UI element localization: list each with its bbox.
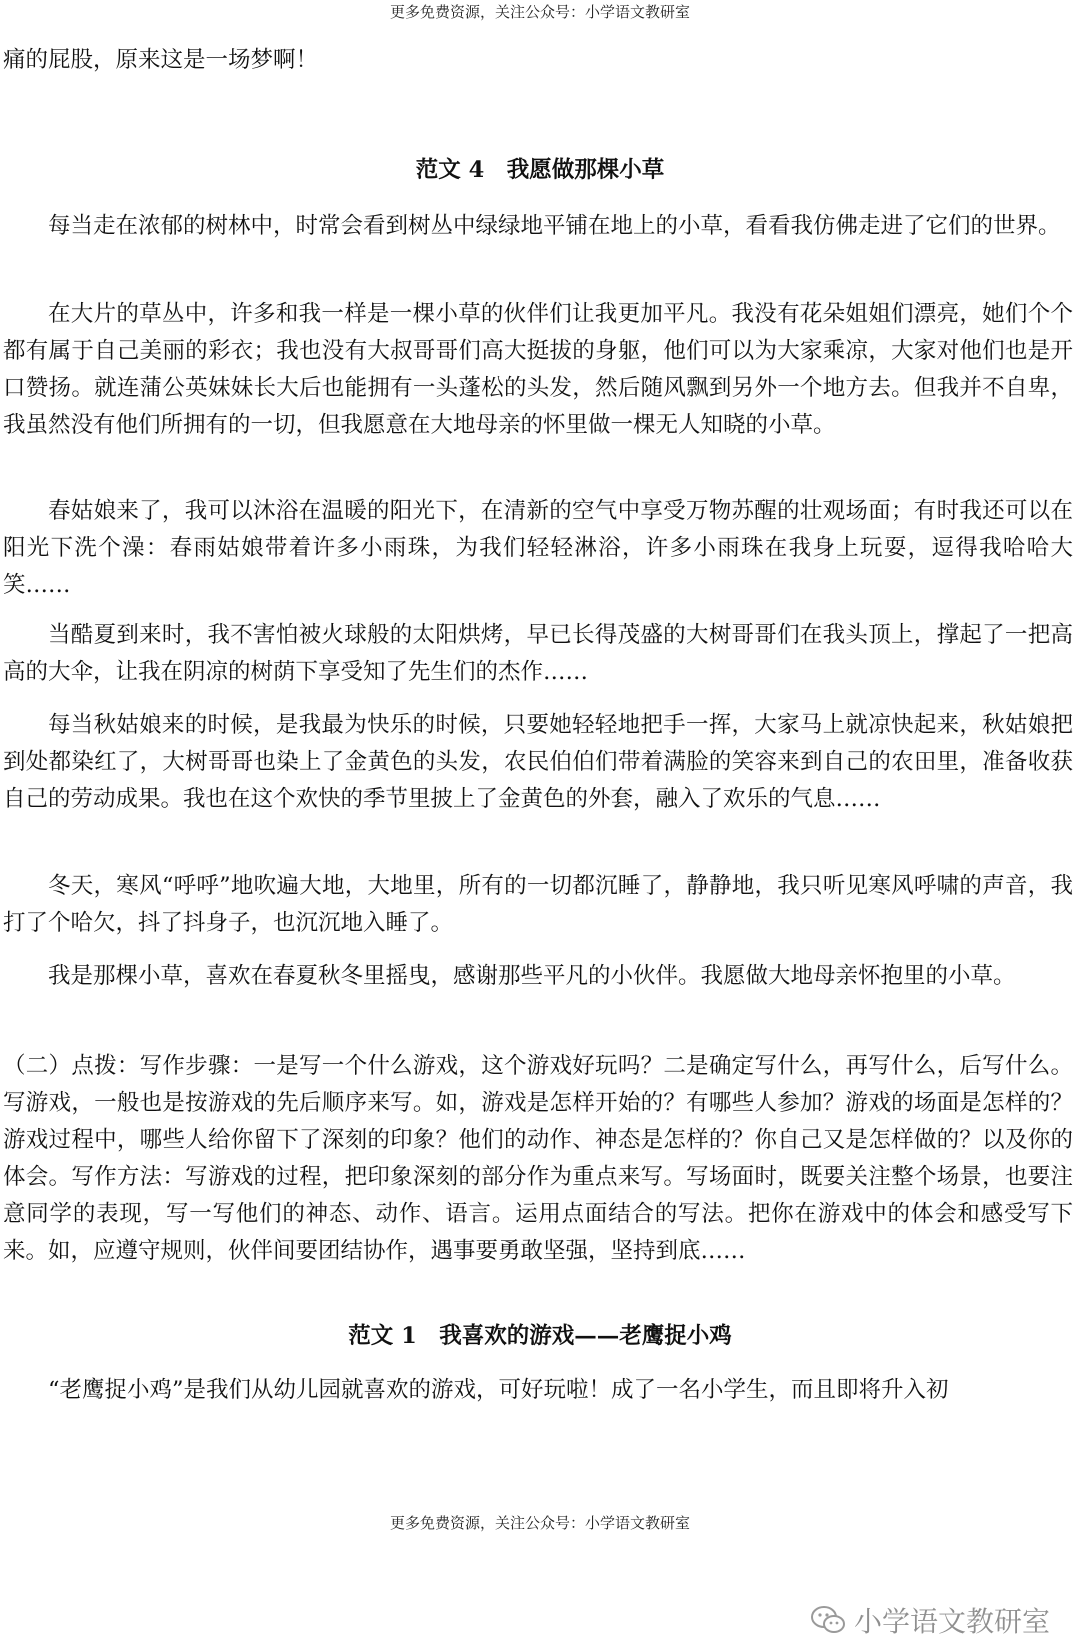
top-fragment: 痛的屁股，原来这是一场梦啊！ <box>3 47 319 73</box>
essay4-paragraph-3: 春姑娘来了，我可以沐浴在温暖的阳光下，在清新的空气中享受万物苏醒的壮观场面；有时我还可以在阳光下洗个澡：春雨姑娘带着许多小雨珠，为我们轻轻淋浴，许多小雨珠在我身上玩耍，逗得我哈哈大笑…… <box>3 498 1073 598</box>
page-footer: 更多免费资源，关注公众号：小学语文教研室 <box>389 1514 690 1532</box>
guidance-paragraph: （二）点拨：写作步骤：一是写一个什么游戏，这个游戏好玩吗？二是确定写什么，再写什么，后写什么。写游戏，一般也是按游戏的先后顺序来写。如，游戏是怎样开始的？有哪些人参加？游戏的场面是怎样的？游戏过程中，哪些人给你留下了深刻的印象？他们的动作、神态是怎样的？你自己又是怎样做的？以及你的体会。写作方法：写游戏的过程，把印象深刻的部分作为重点来写。写场面时，既要关注整个场景，也要注意同学的表现，写一写他们的神态、动作、语言。运用点面结合的写法。把你在游戏中的体会和感受写下来。如，应遵守规则，伙伴间要团结协作，遇事要勇敢坚强，坚持到底…… <box>3 1053 1073 1264</box>
essay1-title: 范文 1 我喜欢的游戏——老鹰捉小鸡 <box>348 1323 732 1349</box>
essay4-paragraph-1: 每当走在浓郁的树林中，时常会看到树丛中绿绿地平铺在地上的小草，看看我仿佛走进了它们的世界。 <box>48 213 1061 239</box>
wechat-icon <box>810 1605 846 1635</box>
essay4-paragraph-6: 冬天，寒风“呼呼”地吹遍大地，大地里，所有的一切都沉睡了，静静地，我只听见寒风呼啸的声音，我打了个哈欠，抖了抖身子，也沉沉地入睡了。 <box>3 873 1073 936</box>
essay4-paragraph-2: 在大片的草丛中，许多和我一样是一棵小草的伙伴们让我更加平凡。我没有花朵姐姐们漂亮，她们个个都有属于自己美丽的彩衣；我也没有大叔哥哥们高大挺拔的身躯，他们可以为大家乘凉，大家对他们也是开口赞扬。就连蒲公英妹妹长大后也能拥有一头蓬松的头发，然后随风飘到另外一个地方去。但我并不自卑，我虽然没有他们所拥有的一切，但我愿意在大地母亲的怀里做一棵无人知晓的小草。 <box>3 301 1073 438</box>
essay4-title: 范文 4 我愿做那棵小草 <box>415 157 665 183</box>
essay4-paragraph-7: 我是那棵小草，喜欢在春夏秋冬里摇曳，感谢那些平凡的小伙伴。我愿做大地母亲怀抱里的小草。 <box>48 963 1016 989</box>
watermark-text: 小学语文教研室 <box>853 1605 1050 1638</box>
essay4-paragraph-4: 当酷夏到来时，我不害怕被火球般的太阳烘烤，早已长得茂盛的大树哥哥们在我头顶上，撑起了一把高高的大伞，让我在阴凉的树荫下享受知了先生们的杰作…… <box>3 622 1073 685</box>
page-header: 更多免费资源，关注公众号：小学语文教研室 <box>389 3 690 21</box>
essay4-paragraph-5: 每当秋姑娘来的时候，是我最为快乐的时候，只要她轻轻地把手一挥，大家马上就凉快起来，秋姑娘把到处都染红了，大树哥哥也染上了金黄色的头发，农民伯伯们带着满脸的笑容来到自己的农田里，准备收获自己的劳动成果。我也在这个欢快的季节里披上了金黄色的外套，融入了欢乐的气息…… <box>3 712 1073 812</box>
essay1-first-line: “老鹰捉小鸡”是我们从幼儿园就喜欢的游戏，可好玩啦！成了一名小学生，而且即将升入初 <box>48 1377 949 1403</box>
watermark <box>810 1600 1050 1640</box>
